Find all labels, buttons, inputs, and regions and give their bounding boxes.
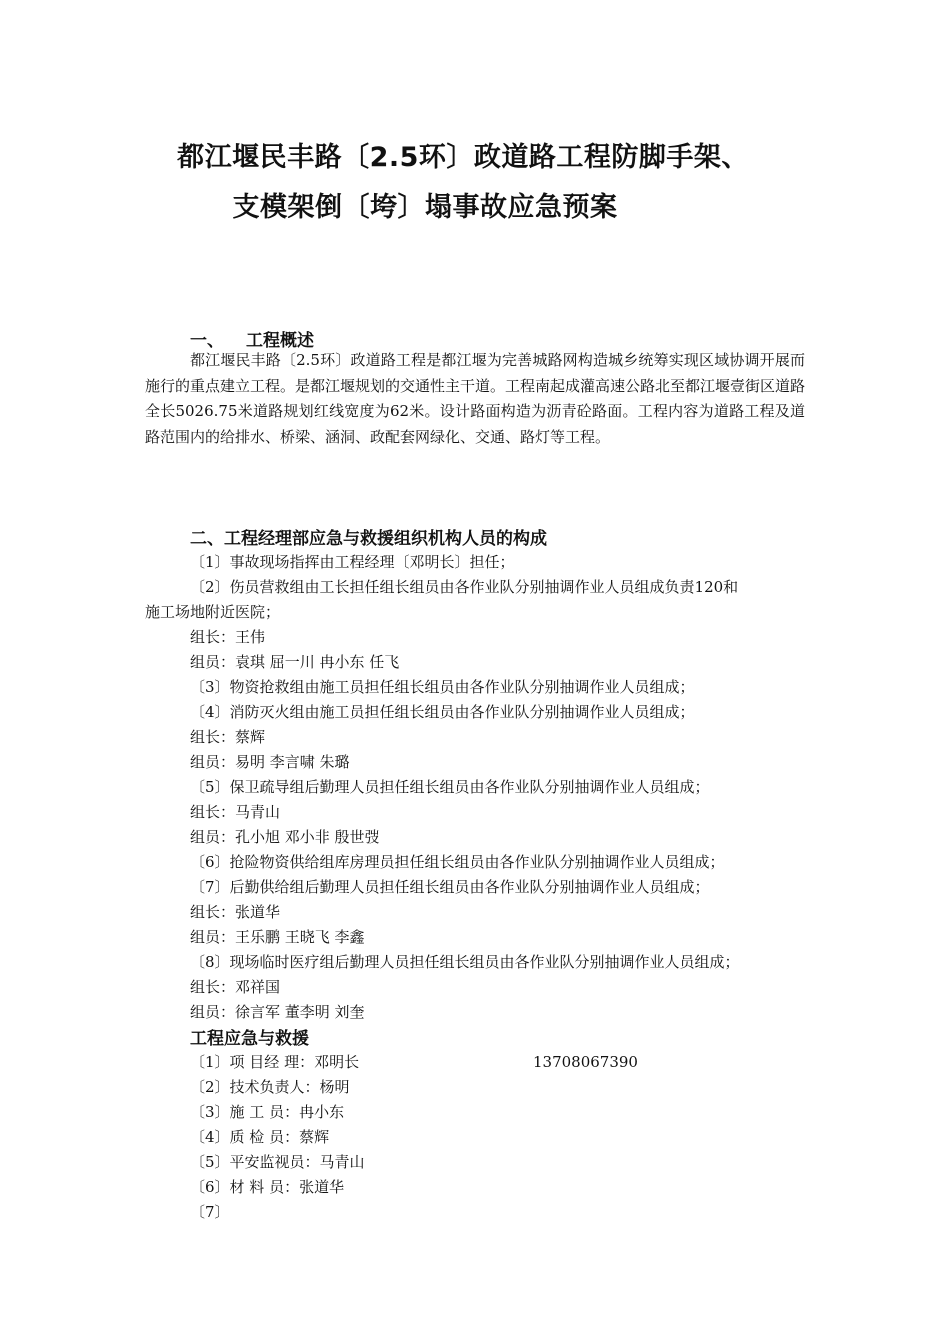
group5-members: 组员：孔小旭 邓小非 殷世弢 — [190, 828, 380, 846]
org-line-1: 〔1〕事故现场指挥由工程经理〔邓明长〕担任； — [190, 553, 515, 571]
contact-4: 〔4〕质 检 员：蔡辉 — [190, 1128, 330, 1146]
section3-heading: 工程应急与救援 — [190, 1029, 309, 1049]
org-line-5: 〔5〕保卫疏导组后勤理人员担任组长组员由各作业队分别抽调作业人员组成； — [190, 778, 710, 796]
contact-6: 〔6〕材 料 员：张道华 — [190, 1178, 345, 1196]
contact-5: 〔5〕平安监视员：马青山 — [190, 1153, 365, 1171]
section1-heading-number: 一、 — [190, 331, 224, 351]
section1-heading-text: 工程概述 — [246, 331, 314, 351]
group2-members: 组员：袁琪 屈一川 冉小东 任飞 — [190, 653, 400, 671]
group4-leader: 组长：蔡辉 — [190, 728, 266, 746]
section2-heading: 二、工程经理部应急与救援组织机构人员的构成 — [190, 529, 547, 549]
org-line-2b: 施工场地附近医院； — [145, 603, 281, 621]
group5-leader: 组长：马青山 — [190, 803, 281, 821]
contact-1: 〔1〕项 目经 理：邓明长 — [190, 1053, 360, 1071]
group8-members: 组员：徐言军 董李明 刘奎 — [190, 1003, 365, 1021]
org-line-4: 〔4〕消防灭火组由施工员担任组长组员由各作业队分别抽调作业人员组成； — [190, 703, 695, 721]
org-line-7: 〔7〕后勤供给组后勤理人员担任组长组员由各作业队分别抽调作业人员组成； — [190, 878, 710, 896]
group8-leader: 组长：邓祥国 — [190, 978, 281, 996]
group2-leader: 组长：王伟 — [190, 628, 266, 646]
contact-2: 〔2〕技术负责人：杨明 — [190, 1078, 350, 1096]
org-line-6: 〔6〕抢险物资供给组库房理员担任组长组员由各作业队分别抽调作业人员组成； — [190, 853, 725, 871]
contact-7: 〔7〕 — [190, 1203, 230, 1221]
org-line-2a: 〔2〕伤员营救组由工长担任组长组员由各作业队分别抽调作业人员组成负责120和 — [190, 578, 739, 596]
document-title-line2: 支模架倒〔垮〕塌事故应急预案 — [232, 192, 618, 223]
group7-members: 组员：王乐鹏 王晓飞 李鑫 — [190, 928, 365, 946]
contact-3: 〔3〕施 工 员：冉小东 — [190, 1103, 345, 1121]
org-line-3: 〔3〕物资抢救组由施工员担任组长组员由各作业队分别抽调作业人员组成； — [190, 678, 695, 696]
contact-1-phone: 13708067390 — [533, 1053, 638, 1071]
group7-leader: 组长：张道华 — [190, 903, 281, 921]
document-title-line1: 都江堰民丰路〔2.5环〕政道路工程防脚手架、 — [177, 142, 749, 173]
group4-members: 组员：易明 李言啸 朱璐 — [190, 753, 350, 771]
section1-paragraph: 都江堰民丰路〔2.5环〕政道路工程是都江堰为完善城路网构造城乡统筹实现区域协调开展而施行的重点建立工程。是都江堰规划的交通性主干道。工程南起成灌高速公路北至都江堰壹街区道路全长5026.75米道路规划红线宽度为62米。设计路面构造为沥青砼路面。工程内容为道路工程及道路范围内的给排水、桥梁、涵洞、政配套网绿化、交通、路灯等工程。 — [145, 351, 806, 446]
org-line-8: 〔8〕现场临时医疗组后勤理人员担任组长组员由各作业队分别抽调作业人员组成； — [190, 953, 740, 971]
